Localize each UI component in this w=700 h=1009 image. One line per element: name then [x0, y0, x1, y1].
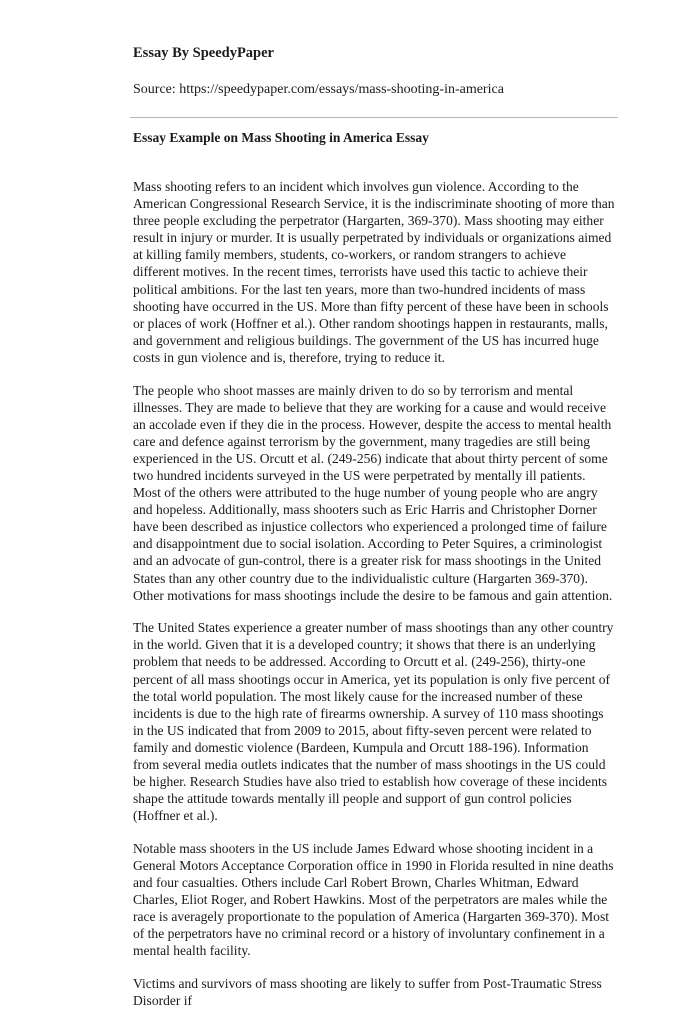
- essay-title: Essay Example on Mass Shooting in America Essay: [133, 130, 429, 145]
- source-label: Source:: [133, 82, 176, 97]
- essay-paragraph: Mass shooting refers to an incident which involves gun violence. According to the American Congressional Research Service, it is the indiscriminate shooting of more than three people excluding the perpetrator (Hargarten, 369-370). Mass shooting may either result in injury or murder. It is usually perpetrated by individuals or organizations aimed at killing family members, students, co-workers, or random strangers to achieve different motives. In the recent times, terrorists have used this tactic to achieve their political ambitions. For the last ten years, more than two-hundred incidents of mass shooting have occurred in the US. More than fifty percent of these have been in schools or places of work (Hoffner et al.). Other random shootings happen in restaurants, malls, and government and religious buildings. The government of the US has incurred huge costs in gun violence and is, therefore, trying to reduce it.: [133, 179, 615, 365]
- source-url[interactable]: https://speedypaper.com/essays/mass-shooting-in-america: [179, 82, 504, 97]
- header-divider: [130, 117, 618, 118]
- document-header: [133, 0, 615, 99]
- essay-paragraph: The people who shoot masses are mainly driven to do so by terrorism and mental illnesses. They are made to believe that they are working for a cause and would receive an accolade even if they die in the process. However, despite the access to mental health care and defence against terrorism by the government, many tragedies are still being experienced in the US. Orcutt et al. (249-256) indicate that about thirty percent of some two hundred incidents surveyed in the US were perpetrated by mentally ill patients. Most of the others were attributed to the huge number of young people who are angry and hopeless. Additionally, mass shooters such as Eric Harris and Christopher Dorner have been described as injustice collectors who experienced a prolonged time of failure and disappointment due to social isolation. According to Peter Squires, a criminologist and an advocate of gun-control, there is a greater risk for mass shootings in the United States than any other country due to the individualistic culture (Hargarten 369-370). Other motivations for mass shootings include the desire to be famous and gain attention.: [133, 382, 613, 603]
- essay-paragraph: Victims and survivors of mass shooting are likely to suffer from Post-Traumatic Stress Disorder if: [133, 976, 602, 1009]
- essay-paragraph: Notable mass shooters in the US include James Edward whose shooting incident in a General Motors Acceptance Corporation office in 1990 in Florida resulted in nine deaths and four casualties. Others include Carl Robert Brown, Charles Whitman, Edward Charles, Eliot Roger, and Robert Hawkins. Most of the perpetrators are males while the race is averagely proportionate to the population of America (Hargarten 369-370). Most of the perpetrators have no criminal record or a history of involuntary confinement in a mental health facility.: [133, 840, 614, 959]
- essay-body: [133, 178, 615, 1009]
- essay-paragraph: The United States experience a greater number of mass shootings than any other country in the world. Given that it is a developed country; it shows that there is an underlying problem that needs to be addressed. According to Orcutt et al. (249-256), thirty-one percent of all mass shootings occur in America, yet its population is only five percent of the total world population. The most likely cause for the increased number of these incidents is due to the high rate of firearms ownership. A survey of 110 mass shootings in the US indicated that from 2009 to 2015, about fifty-seven percent were related to family and domestic violence (Bardeen, Kumpula and Orcutt 188-196). Information from several media outlets indicates that the number of mass shootings in the US could be higher. Research Studies have also tried to establish how coverage of these incidents shape the attitude towards mentally ill people and support of gun control policies (Hoffner et al.).: [133, 620, 614, 824]
- site-title: Essay By SpeedyPaper: [133, 45, 274, 61]
- source-line: [133, 81, 615, 99]
